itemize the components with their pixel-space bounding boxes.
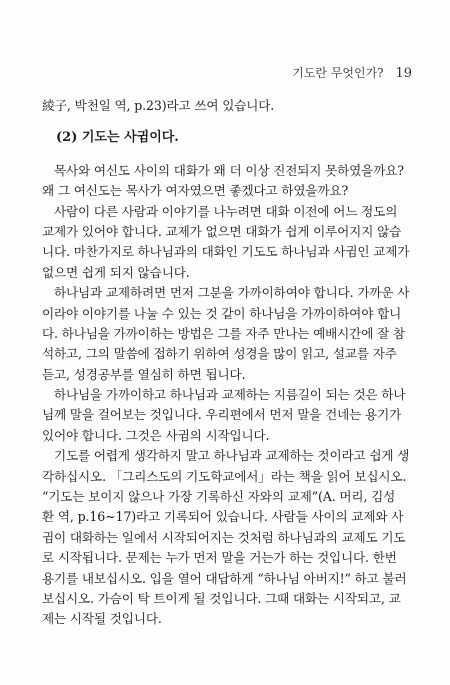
text-line: 로 시작됩니다. 문제는 누가 먼저 말을 거는가 하는 것입니다. 한번 (42, 550, 397, 566)
paragraph-block (42, 161, 420, 630)
text-line: 환 역, p.16~17)라고 기록되어 있습니다. 사람들 사이의 교제와 사 (42, 509, 404, 525)
text-line: 석하고, 그의 말씀에 접하기 위하여 성경을 많이 읽고, 설교를 자주 (42, 346, 397, 362)
section-heading: (2) 기도는 사귐이다. (56, 130, 179, 146)
text-line: 목사와 여신도 사이의 대화가 왜 더 이상 진전되지 못하였을까요? (54, 162, 404, 178)
text-line: 이라야 이야기를 나눌 수 있는 것 같이 하나님을 가까이하여야 합니 (42, 305, 402, 321)
running-head (292, 64, 412, 81)
text-line: 기도를 어렵게 생각하지 말고 하나님과 교제하는 것이라고 쉽게 생 (54, 448, 410, 464)
text-line: 왜 그 여신도는 목사가 여자였으면 좋겠다고 하였을까요? (42, 183, 349, 199)
spacer (42, 149, 420, 161)
text-line: 하나님과 교제하려면 먼저 그분을 가까이하여야 합니다. 가까운 사 (54, 285, 410, 301)
text-line: 듣고, 성경공부를 열심히 하면 됩니다. (42, 366, 246, 382)
text-line: 니다. 마찬가지로 하나님과의 대화인 기도도 하나님과 사귐인 교제가 (42, 244, 410, 260)
page-number: 19 (395, 66, 412, 81)
text-line: 보십시오. 가슴이 탁 트이게 될 것입니다. 그때 대화는 시작되고, 교 (42, 590, 401, 606)
continuation-line: 綾子, 박천일 역, p.23)라고 쓰여 있습니다. (42, 98, 275, 113)
text-line: 교제가 있어야 합니다. 교제가 없으면 대화가 쉽게 이루어지지 않습 (42, 223, 402, 239)
text-line: 귐이 대화하는 일에서 시작되어지는 것처럼 하나님과의 교제도 기도 (42, 529, 406, 545)
text-line: 제는 시작될 것입니다. (42, 611, 162, 627)
spacer (42, 116, 420, 128)
running-head-title: 기도란 무엇인가? (292, 66, 384, 80)
text-line: 님께 말을 걸어보는 것입니다. 우리편에서 먼저 말을 건네는 용기가 (42, 407, 402, 423)
text-line: 있어야 합니다. 그것은 사귐의 시작입니다. (42, 427, 270, 443)
text-line: 하나님을 가까이하고 하나님과 교제하는 지름길이 되는 것은 하나 (54, 387, 406, 403)
text-line: “기도는 보이지 않으나 가장 기록하신 자와의 교제”(A. 머리, 김성 (42, 489, 396, 505)
text-line: 사람이 다른 사람과 이야기를 나누려면 대화 이전에 어느 정도의 (54, 203, 398, 219)
text-line: 없으면 쉽게 되지 않습니다. (42, 264, 190, 280)
text-line: 용기를 내보십시오. 입을 열어 대답하게 “하나님 아버지!” 하고 불러 (42, 570, 407, 586)
body-text (42, 96, 420, 630)
text-line: 각하십시오. 「그리스도의 기도학교에서」라는 책을 읽어 보십시오. (42, 468, 407, 484)
text-line: 다. 하나님을 가까이하는 방법은 그를 자주 만나는 예배시간에 잘 참 (42, 325, 405, 341)
